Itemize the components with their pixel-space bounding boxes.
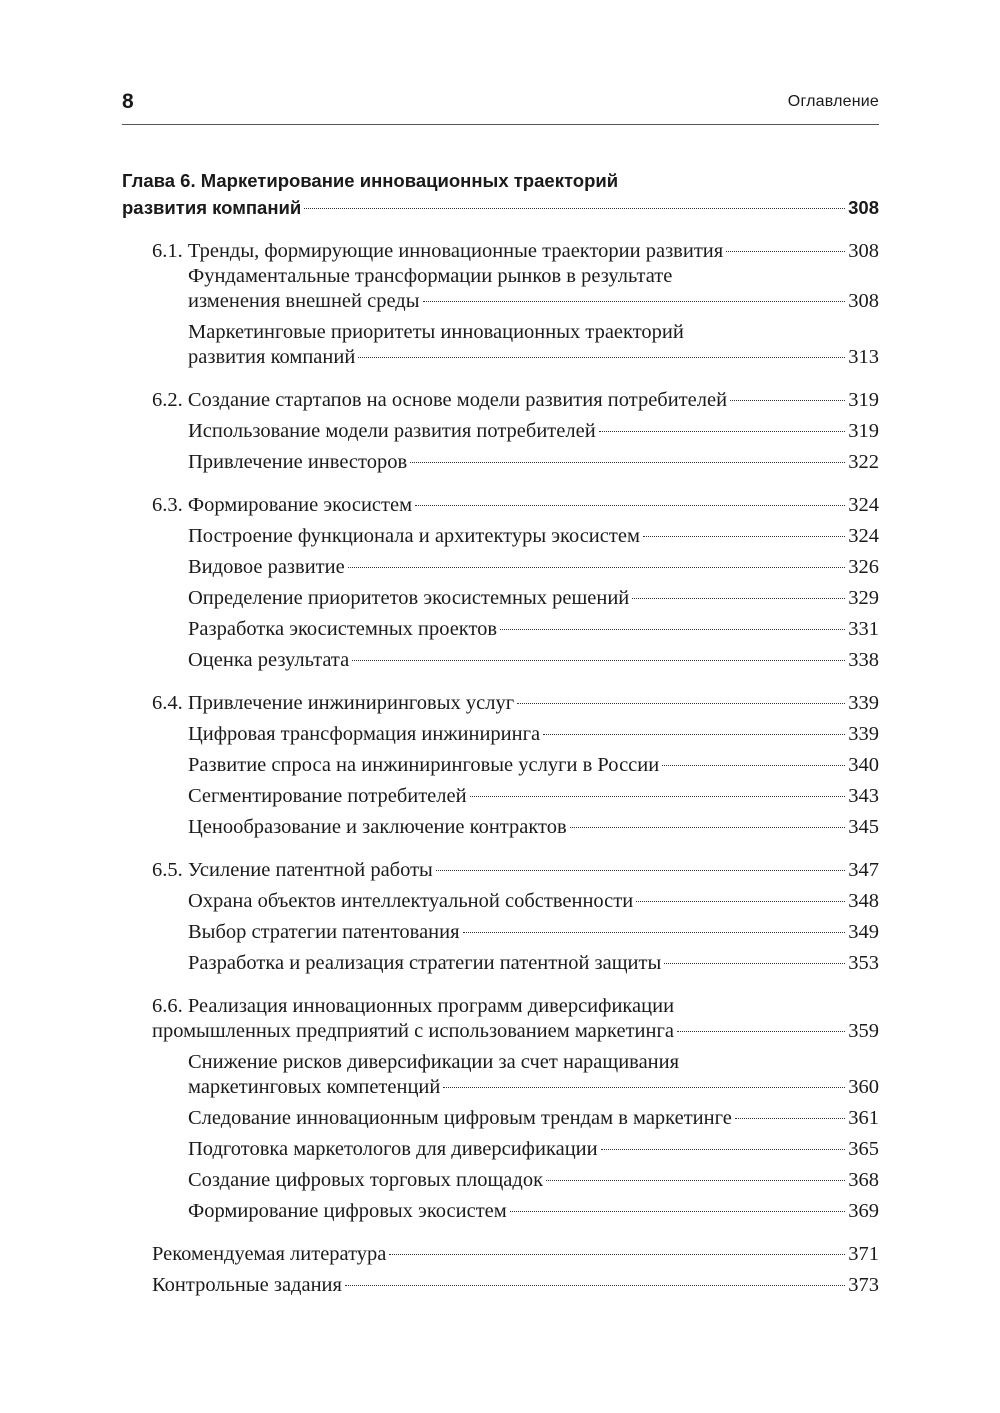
leader-dots — [735, 1118, 845, 1119]
toc-entry-title: Создание цифровых торговых площадок — [188, 1169, 544, 1191]
toc-entry-title: Развитие спроса на инжиниринговые услуги в России — [188, 754, 660, 776]
toc-entry-title: 6.4. Привлечение инжиниринговых услуг — [152, 692, 515, 714]
toc-entry-title: Цифровая трансформация инжиниринга — [188, 723, 541, 745]
leader-dots — [662, 765, 845, 766]
leader-dots — [500, 629, 845, 630]
toc-page-number: 339 — [848, 692, 879, 714]
toc-entry-title: Глава 6. Маркетирование инновационных траекторий — [122, 170, 619, 191]
toc-page-number: 324 — [848, 494, 879, 516]
toc-subsection[interactable] — [122, 1199, 879, 1224]
toc-page-number: 347 — [848, 859, 879, 881]
toc-page-number: 324 — [848, 525, 879, 547]
toc-subsection[interactable] — [122, 1050, 879, 1100]
toc-page-number: 371 — [848, 1243, 879, 1265]
toc-subsection[interactable] — [122, 951, 879, 976]
toc-page-number: 313 — [848, 346, 879, 368]
leader-dots — [546, 1180, 845, 1181]
toc-subsection[interactable] — [122, 524, 879, 549]
toc-entry-title: Оценка результата — [188, 649, 350, 671]
toc-entry-title: Привлечение инвесторов — [188, 451, 408, 473]
toc-subsection[interactable] — [122, 555, 879, 580]
toc-entry-title: Формирование цифровых экосистем — [188, 1200, 507, 1222]
leader-dots — [436, 870, 845, 871]
toc-page-number: 365 — [848, 1138, 879, 1160]
leader-dots — [443, 1087, 845, 1088]
toc-subsection[interactable] — [122, 264, 879, 314]
toc-page-number: 348 — [848, 890, 879, 912]
leader-dots — [352, 660, 845, 661]
toc-entry-title: Построение функционала и архитектуры экосистем — [188, 525, 640, 547]
toc-subsection[interactable] — [122, 1106, 879, 1131]
toc-subsection[interactable] — [122, 1137, 879, 1162]
toc-page-number: 349 — [848, 921, 879, 943]
toc-page-number: 353 — [848, 952, 879, 974]
toc-entry-title: Ценообразование и заключение контрактов — [188, 816, 567, 838]
page-number: 8 — [122, 90, 134, 113]
toc-entry-title: изменения внешней среды — [188, 290, 420, 312]
toc-entry-title: Охрана объектов интеллектуальной собственности — [188, 890, 634, 912]
leader-dots — [517, 703, 845, 704]
toc-entry-title: Выбор стратегии патентования — [188, 921, 460, 943]
leader-dots — [415, 505, 845, 506]
toc-subsection[interactable] — [122, 648, 879, 673]
toc-subsection[interactable] — [122, 753, 879, 778]
toc-subsection[interactable] — [122, 450, 879, 475]
leader-dots — [601, 1149, 846, 1150]
toc-section-6-2[interactable] — [122, 388, 879, 413]
toc-recommended-literature[interactable] — [122, 1242, 879, 1267]
toc-subsection[interactable] — [122, 617, 879, 642]
leader-dots — [632, 598, 845, 599]
toc-section-6-4[interactable] — [122, 691, 879, 716]
toc-page-number: 331 — [848, 618, 879, 640]
toc-subsection[interactable] — [122, 320, 879, 370]
toc-entry-title: Разработка экосистемных проектов — [188, 618, 498, 640]
leader-dots — [664, 963, 845, 964]
toc-page-number: 326 — [848, 556, 879, 578]
toc-entry-title: Контрольные задания — [152, 1274, 342, 1296]
toc-entry-title: Разработка и реализация стратегии патентной защиты — [188, 952, 662, 974]
toc-entry-title: Рекомендуемая литература — [152, 1243, 387, 1265]
toc-entry-title: 6.1. Тренды, формирующие инновационные траектории развития — [152, 240, 724, 262]
toc-entry-title: развития компаний — [122, 197, 302, 218]
toc-entry-title: Снижение рисков диверсификации за счет наращивания — [188, 1051, 680, 1073]
toc-subsection[interactable] — [122, 815, 879, 840]
toc-subsection[interactable] — [122, 586, 879, 611]
toc-entry-title: Сегментирование потребителей — [188, 785, 467, 807]
leader-dots — [423, 301, 846, 302]
toc-entry-title: маркетинговых компетенций — [188, 1076, 441, 1098]
leader-dots — [463, 932, 846, 933]
toc-page-number: 322 — [848, 451, 879, 473]
toc-page-number: 373 — [848, 1274, 879, 1296]
toc-entry-title: Использование модели развития потребителей — [188, 420, 596, 442]
toc-control-tasks[interactable] — [122, 1273, 879, 1298]
toc-page-number: 308 — [848, 197, 879, 218]
toc-subsection[interactable] — [122, 889, 879, 914]
leader-dots — [726, 251, 845, 252]
toc-entry-title: 6.5. Усиление патентной работы — [152, 859, 433, 881]
running-head-title: Оглавление — [787, 93, 879, 110]
leader-dots — [570, 827, 846, 828]
table-of-contents — [122, 167, 879, 1298]
leader-dots — [304, 208, 845, 209]
toc-page-number: 308 — [848, 240, 879, 262]
leader-dots — [348, 567, 846, 568]
toc-subsection[interactable] — [122, 920, 879, 945]
leader-dots — [599, 431, 846, 432]
toc-page-number: 340 — [848, 754, 879, 776]
leader-dots — [510, 1211, 846, 1212]
toc-entry-title: Видовое развитие — [188, 556, 345, 578]
toc-entry-title: Определение приоритетов экосистемных решений — [188, 587, 630, 609]
leader-dots — [677, 1031, 845, 1032]
leader-dots — [345, 1285, 845, 1286]
toc-entry-title: 6.6. Реализация инновационных программ диверсификации — [152, 995, 675, 1017]
toc-page-number: 368 — [848, 1169, 879, 1191]
toc-page-number: 319 — [848, 389, 879, 411]
leader-dots — [389, 1254, 845, 1255]
toc-page-number: 359 — [848, 1020, 879, 1042]
toc-section-6-5[interactable] — [122, 858, 879, 883]
toc-subsection[interactable] — [122, 1168, 879, 1193]
toc-page-number: 343 — [848, 785, 879, 807]
toc-chapter-6[interactable] — [122, 167, 879, 221]
toc-section-6-1[interactable] — [122, 239, 879, 264]
toc-page-number: 369 — [848, 1200, 879, 1222]
leader-dots — [636, 901, 845, 902]
toc-subsection[interactable] — [122, 784, 879, 809]
toc-page-number: 345 — [848, 816, 879, 838]
toc-page-number: 360 — [848, 1076, 879, 1098]
toc-entry-title: развития компаний — [188, 346, 356, 368]
leader-dots — [358, 357, 845, 358]
toc-entry-title: промышленных предприятий с использованием маркетинга — [152, 1020, 674, 1042]
toc-entry-title: Маркетинговые приоритеты инновационных траекторий — [188, 321, 684, 343]
toc-section-6-6[interactable] — [122, 994, 879, 1044]
toc-subsection[interactable] — [122, 419, 879, 444]
leader-dots — [730, 400, 845, 401]
toc-page-number: 308 — [848, 290, 879, 312]
leader-dots — [643, 536, 845, 537]
toc-page-number: 338 — [848, 649, 879, 671]
toc-entry-title: Фундаментальные трансформации рынков в результате — [188, 265, 673, 287]
leader-dots — [543, 734, 845, 735]
toc-entry-title: 6.3. Формирование экосистем — [152, 494, 413, 516]
toc-entry-title: Следование инновационным цифровым трендам в маркетинге — [188, 1107, 732, 1129]
toc-subsection[interactable] — [122, 722, 879, 747]
leader-dots — [410, 462, 845, 463]
toc-page-number: 361 — [848, 1107, 879, 1129]
running-head — [122, 88, 879, 125]
toc-page-number: 339 — [848, 723, 879, 745]
toc-entry-title: 6.2. Создание стартапов на основе модели развития потребителей — [152, 389, 728, 411]
toc-page-number: 329 — [848, 587, 879, 609]
toc-page-number: 319 — [848, 420, 879, 442]
leader-dots — [470, 796, 846, 797]
toc-entry-title: Подготовка маркетологов для диверсификации — [188, 1138, 598, 1160]
toc-section-6-3[interactable] — [122, 493, 879, 518]
